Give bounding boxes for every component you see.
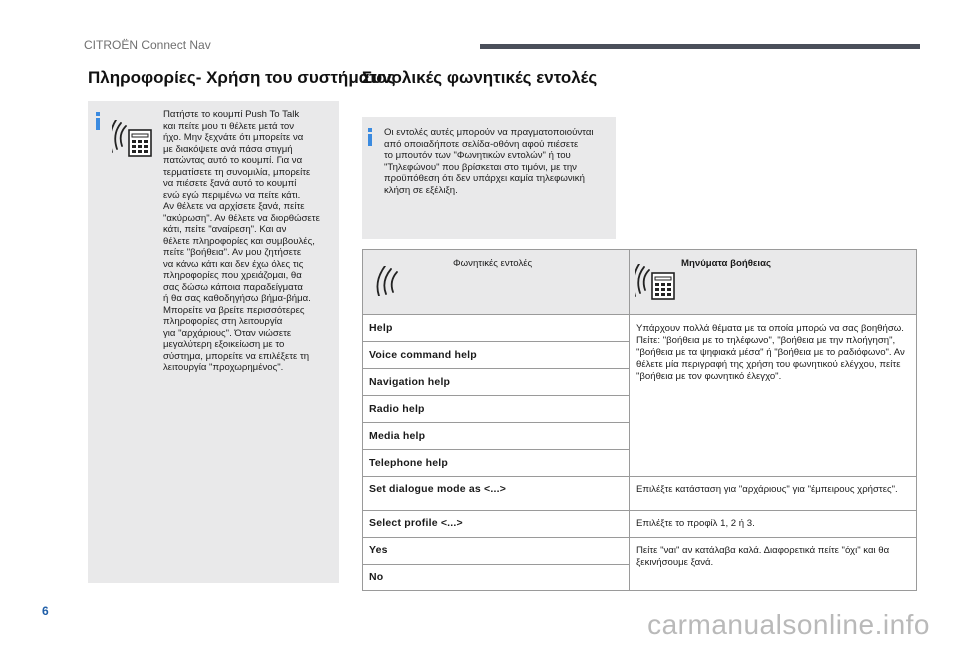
page-number: 6 <box>42 604 49 618</box>
command-yes: Yes <box>369 544 388 556</box>
row-divider <box>363 422 629 423</box>
info-icon <box>96 112 100 128</box>
command-help: Help <box>369 322 393 334</box>
command-select-profile: Select profile <...> <box>369 517 463 529</box>
response-yes-no: Πείτε "ναι" αν κατάλαβα καλά. Διαφορετικά πείτε "όχι" και θα ξεκινήσουμε ξανά. <box>636 545 890 568</box>
column-divider <box>629 250 630 590</box>
command-media-help: Media help <box>369 430 426 442</box>
row-divider <box>363 476 916 477</box>
left-body-text: Πατήστε το κουμπί Push To Talk και πείτε μου τι θέλετε μετά τον ήχο. Μην ξεχνάτε ότι μπορείτε να με διακόψετε ανά πάσα στιγμή πατώντας αυτό το κουμπί. Για να τερματίσετε τη συνομιλία, μπορείτε να πιέσετε ξανά αυτό το κουμπί ενώ εγώ περιμένω να πείτε κάτι. Αν θέλετε να αρχίσετε ξανά, πείτε "ακύρωση". Αν θέλετε να διορθώσετε κάτι, πείτε "αναίρεση". Και αν θέλετε πληροφορίες και συμβουλές, πείτε "βοήθεια". Αν μου ζητήσετε να κάνω κάτι και δεν έχω όλες τις πληροφορίες που χρειάζομαι, θα σας δώσω κάποια παραδείγματα ή θα σας καθοδηγήσω βήμα-βήμα. Μπορείτε να βρείτε περισσότερες πληροφορίες στη λειτουργία για "αρχάριους". Όταν νιώσετε μεγαλύτερη εξοικείωση με το σύστημα, μπορείτε να επιλέξετε τη λειτουργία "προχωρημένος". <box>163 109 320 373</box>
voice-commands-table <box>362 249 917 591</box>
col2-header-label: Μηνύματα βοήθειας <box>681 258 771 269</box>
row-divider <box>363 368 629 369</box>
speaking-head-icon <box>375 266 401 296</box>
speaking-head-with-keypad-icon <box>635 264 679 302</box>
right-heading: Συνολικές φωνητικές εντολές <box>362 68 598 87</box>
row-divider <box>363 395 629 396</box>
response-help: Υπάρχουν πολλά θέματα με τα οποία μπορώ να σας βοηθήσω. Πείτε: "βοήθεια με το τηλέφωνο", "βοήθεια με την πλοήγηση", "βοήθεια με τα ψηφιακά μέσα" ή "βοήθεια με το ραδιόφωνο". Αν θέλετε μία περιγραφή της χρήση του φωνητικού ελέγχου, πείτε "βοήθεια με τον φωνητικό έλεγχο". <box>636 323 905 382</box>
command-no: No <box>369 571 384 583</box>
watermark: carmanualsonline.info <box>647 609 930 640</box>
manual-title: CITROËN Connect Nav <box>84 38 211 52</box>
row-divider <box>363 537 916 538</box>
command-radio-help: Radio help <box>369 403 425 415</box>
speaking-head-with-keypad-icon <box>112 120 156 160</box>
command-telephone-help: Telephone help <box>369 457 449 469</box>
command-dialogue-mode: Set dialogue mode as <...> <box>369 483 507 495</box>
row-divider <box>363 564 629 565</box>
response-dialogue-mode: Επιλέξτε κατάσταση για "αρχάριους" για "έμπειρους χρήστες". <box>636 484 898 495</box>
row-divider <box>363 449 629 450</box>
row-divider <box>363 510 916 511</box>
commands-info-text: Οι εντολές αυτές μπορούν να πραγματοποιούνται από οποιαδήποτε σελίδα-οθόνη αφού πιέσετε το μπουτόν των "Φωνητικών εντολών" ή του "Τηλεφώνου" που βρίσκεται στο τιμόνι, με την προϋπόθεση ότι δεν υπάρχει καμία τηλεφωνική κλήση σε εξέλιξη. <box>384 127 594 196</box>
info-icon <box>368 128 372 144</box>
command-voice-help: Voice command help <box>369 349 477 361</box>
header-bar <box>480 44 920 49</box>
col1-header-label: Φωνητικές εντολές <box>453 258 533 269</box>
row-divider <box>363 341 629 342</box>
left-heading: Πληροφορίες- Χρήση του συστήματος <box>88 68 396 87</box>
response-select-profile: Επιλέξτε το προφίλ 1, 2 ή 3. <box>636 518 755 529</box>
command-navigation-help: Navigation help <box>369 376 451 388</box>
row-divider <box>363 314 916 315</box>
